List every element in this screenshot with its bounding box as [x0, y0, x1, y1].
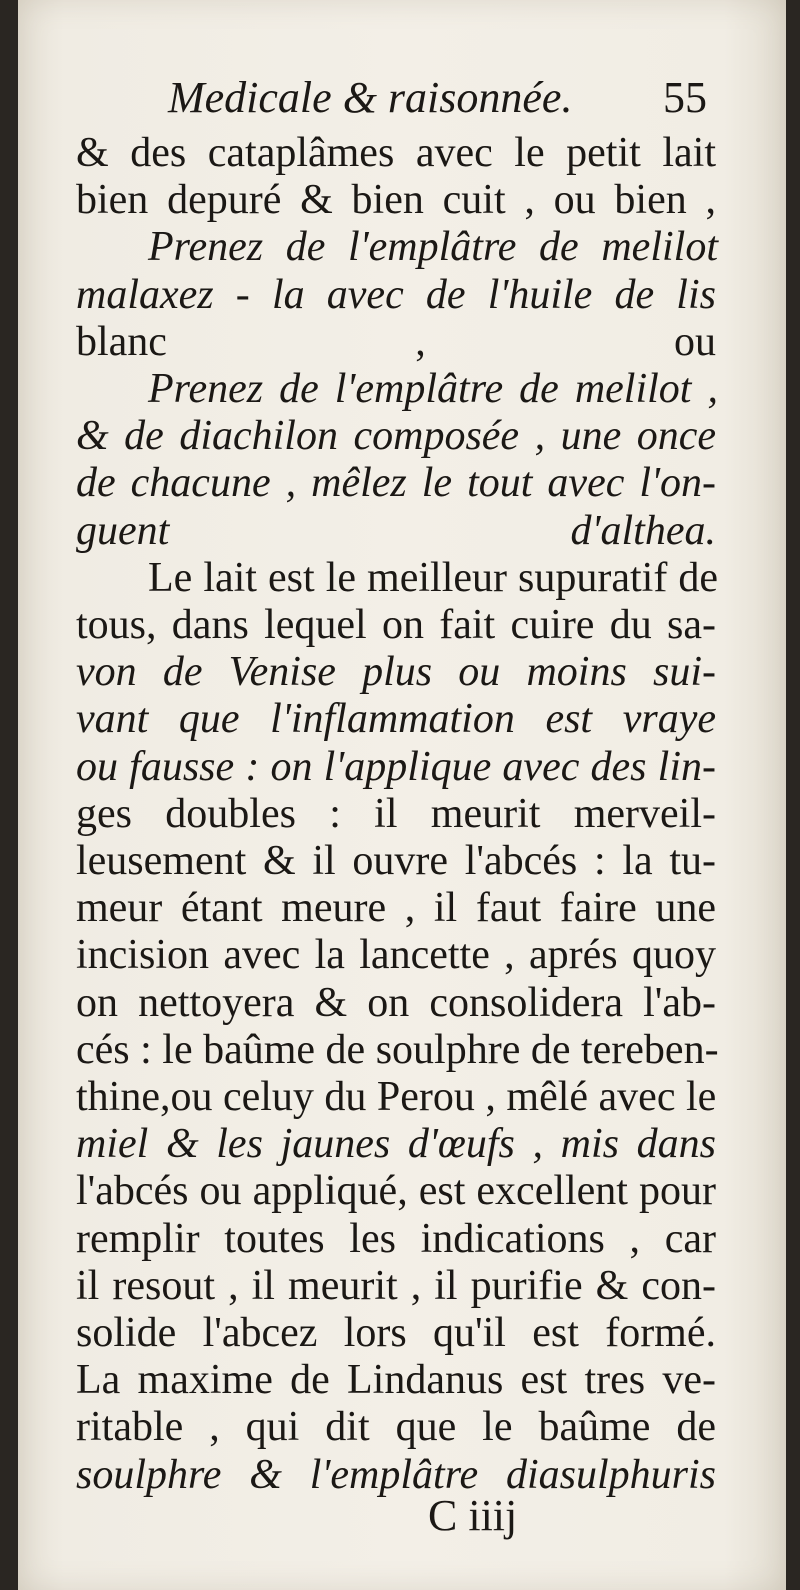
text-line: ges doubles : il meurit merveil-	[76, 790, 716, 837]
text-line: Le lait est le meilleur supuratif de	[148, 554, 718, 601]
text-line: solide l'abcez lors qu'il est formé.	[76, 1310, 716, 1356]
text-line: vant que l'inflammation est vraye	[76, 696, 716, 743]
text-line: leusement & il ouvre l'abcés : la tu-	[76, 838, 716, 884]
running-title: Medicale & raisonnée.	[168, 73, 573, 122]
page-number: 55	[663, 73, 707, 122]
text-line: tous, dans lequel on fait cuire du sa-	[76, 602, 716, 648]
text-line: soulphre & l'emplâtre diasulphuris	[76, 1451, 716, 1498]
text-line: meur étant meure , il faut faire une	[76, 885, 716, 932]
text-line: ritable , qui dit que le baûme de	[76, 1404, 716, 1451]
text-line: on nettoyera & on consolidera l'ab-	[76, 979, 716, 1026]
text-line: cés : le baûme de soulphre de tereben-	[76, 1026, 719, 1073]
text-line: miel & les jaunes d'œufs , mis dans	[76, 1121, 716, 1168]
text-line: ou fausse : on l'applique avec des lin-	[76, 743, 716, 790]
text-line: Prenez de l'emplâtre de melilot	[148, 224, 718, 271]
text-line: l'abcés ou appliqué, est excellent pour	[76, 1168, 716, 1215]
text-line: & de diachilon composée , une once	[76, 413, 716, 460]
text-line: von de Venise plus ou moins sui-	[76, 649, 716, 696]
text-line: guent d'althea.	[76, 507, 716, 554]
text-line: Prenez de l'emplâtre de melilot ,	[148, 366, 718, 412]
text-line: & des cataplâmes avec le petit lait	[76, 130, 716, 176]
text-line: La maxime de Lindanus est tres ve-	[76, 1357, 716, 1404]
text-line: blanc , ou	[76, 318, 716, 365]
text-line: incision avec la lancette , aprés quoy	[76, 932, 716, 979]
text-line: il resout , il meurit , il purifie & con-	[76, 1262, 716, 1309]
text-line: bien depuré & bien cuit , ou bien ,	[76, 177, 716, 224]
book-page	[18, 0, 786, 1590]
text-line: remplir toutes les indications , car	[76, 1215, 716, 1262]
text-line: de chacune , mêlez le tout avec l'on-	[76, 460, 716, 507]
text-line: thine,ou celuy du Perou , mêlé avec le	[76, 1074, 717, 1120]
text-line: malaxez - la avec de l'huile de lis	[76, 271, 716, 318]
signature-mark: C iiij	[428, 1491, 518, 1540]
